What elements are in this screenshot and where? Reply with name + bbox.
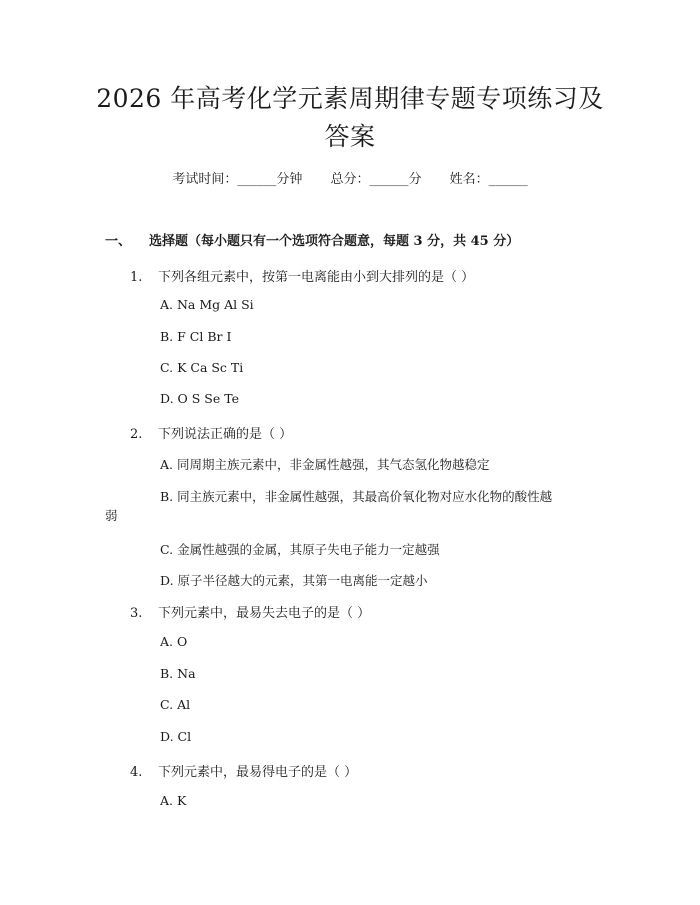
question-1-option-c: C. K Ca Sc Ti	[160, 360, 244, 375]
question-text: 下列元素中，最易失去电子的是（ ）	[158, 606, 371, 621]
student-name: 姓名：______	[449, 172, 528, 187]
question-1	[130, 266, 474, 285]
title-line-2: 答案	[324, 122, 376, 151]
question-1-option-a: A. Na Mg Al Si	[160, 297, 254, 312]
title-line-1: 2026 年高考化学元素周期律专题专项练习及	[96, 84, 604, 113]
question-3	[130, 602, 370, 621]
exam-meta	[0, 168, 700, 187]
question-4	[130, 761, 357, 780]
question-text: 下列说法正确的是（ ）	[158, 427, 293, 442]
question-2-option-d: D. 原子半径越大的元素，其第一电离能一定越小	[160, 573, 428, 588]
question-2-option-b-continuation: 弱	[105, 508, 118, 523]
section-title: 选择题（每小题只有一个选项符合题意，每题 3 分，共 45 分）	[149, 234, 520, 249]
section-number: 一、	[105, 234, 132, 249]
question-3-option-c: C. Al	[160, 697, 191, 712]
question-4-option-a: A. K	[160, 793, 187, 808]
question-text: 下列元素中，最易得电子的是（ ）	[158, 765, 358, 780]
question-3-option-a: A. O	[160, 634, 188, 649]
exam-time: 考试时间：______分钟	[172, 172, 303, 187]
question-1-option-d: D. O S Se Te	[160, 391, 239, 406]
question-text: 下列各组元素中，按第一电离能由小到大排列的是（ ）	[158, 270, 475, 285]
section-heading	[105, 230, 519, 249]
document-title	[60, 80, 640, 156]
question-2-option-c: C. 金属性越强的金属，其原子失电子能力一定越强	[160, 542, 440, 557]
question-number: 2.	[130, 427, 143, 442]
question-number: 1.	[130, 270, 143, 285]
question-2-option-a: A. 同周期主族元素中，非金属性越强，其气态氢化物越稳定	[160, 457, 490, 472]
exam-total-score: 总分：______分	[330, 172, 422, 187]
question-3-option-d: D. Cl	[160, 729, 192, 744]
question-2-option-b: B. 同主族元素中，非金属性越强，其最高价氧化物对应水化物的酸性越	[160, 489, 553, 504]
question-1-option-b: B. F Cl Br I	[160, 329, 232, 344]
question-2	[130, 423, 292, 442]
question-3-option-b: B. Na	[160, 666, 196, 681]
question-number: 3.	[130, 606, 143, 621]
question-number: 4.	[130, 765, 143, 780]
